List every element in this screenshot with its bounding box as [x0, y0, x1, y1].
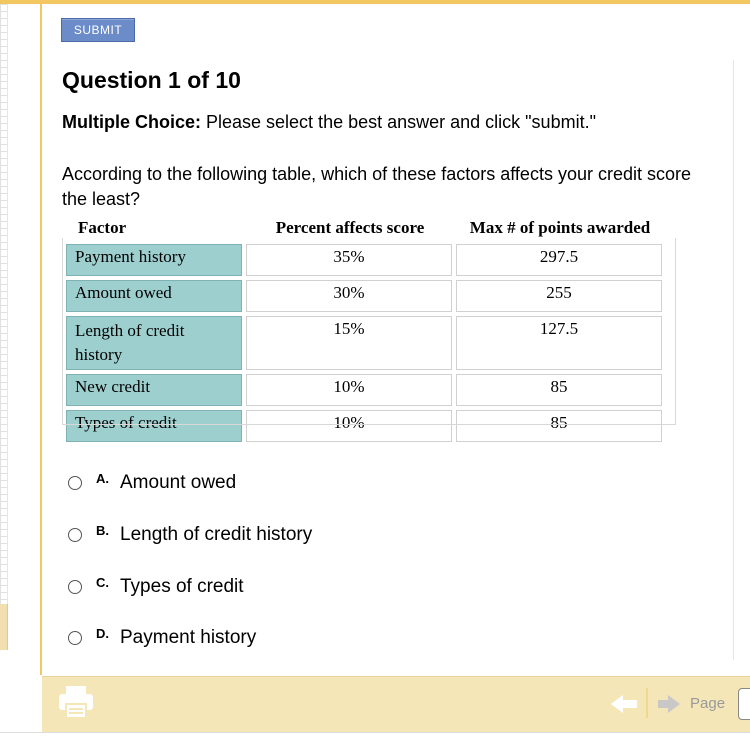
footer-bar [42, 676, 750, 733]
arrow-left-icon[interactable] [609, 692, 639, 716]
option-text[interactable]: Length of credit history [120, 524, 313, 545]
option-text[interactable]: Types of credit [120, 576, 244, 597]
nav-separator [646, 688, 648, 718]
option-letter: A. [96, 470, 109, 486]
header-factor: Factor [78, 218, 127, 237]
points-cell: 297.5 [456, 244, 662, 276]
points-cell: 255 [456, 280, 662, 312]
points-cell: 127.5 [456, 316, 662, 370]
option-d[interactable] [68, 627, 256, 649]
factors-table [62, 212, 666, 446]
question-type-label: Multiple Choice: [62, 112, 201, 132]
option-text[interactable]: Amount owed [120, 472, 237, 493]
header-points: Max # of points awarded [469, 218, 651, 237]
page-number-input[interactable] [738, 688, 750, 720]
factor-cell: New credit [66, 374, 242, 406]
points-cell: 85 [456, 410, 662, 442]
percent-cell: 10% [246, 374, 452, 406]
table-row [66, 410, 662, 442]
percent-cell: 35% [246, 244, 452, 276]
table-row [66, 244, 662, 276]
table-row [66, 280, 662, 312]
left-rail [0, 4, 8, 604]
factor-cell: Amount owed [66, 280, 242, 312]
option-letter: B. [96, 522, 109, 538]
option-letter: C. [96, 574, 109, 590]
radio-button[interactable] [68, 631, 82, 645]
question-title: Question 1 of 10 [62, 67, 241, 93]
factor-cell: Length of credit history [66, 316, 242, 370]
option-a[interactable] [68, 472, 236, 494]
points-cell: 85 [456, 374, 662, 406]
percent-cell: 10% [246, 410, 452, 442]
instruction-text: Please select the best answer and click "submit." [201, 112, 596, 132]
panel-divider [733, 60, 734, 660]
table-row [66, 374, 662, 406]
percent-cell: 30% [246, 280, 452, 312]
percent-cell: 15% [246, 316, 452, 370]
factor-cell: Types of credit [66, 410, 242, 442]
submit-button[interactable]: SUBMIT [61, 18, 135, 42]
print-icon[interactable] [57, 683, 95, 721]
question-instruction [62, 112, 596, 133]
page-label: Page [690, 695, 726, 712]
radio-button[interactable] [68, 580, 82, 594]
arrow-right-icon[interactable] [656, 692, 682, 716]
radio-button[interactable] [68, 528, 82, 542]
option-letter: D. [96, 625, 109, 641]
factor-cell: Payment history [66, 244, 242, 276]
question-prompt: According to the following table, which of these factors affects your credit score the least? [62, 164, 691, 209]
table-header-row [66, 216, 662, 240]
option-text[interactable]: Payment history [120, 627, 257, 648]
radio-button[interactable] [68, 476, 82, 490]
footer-bottom-strip [0, 732, 750, 751]
header-percent: Percent affects score [275, 218, 425, 237]
left-rail-footer [0, 604, 8, 650]
option-c[interactable] [68, 576, 244, 598]
table-row [66, 316, 662, 370]
option-b[interactable] [68, 524, 312, 546]
